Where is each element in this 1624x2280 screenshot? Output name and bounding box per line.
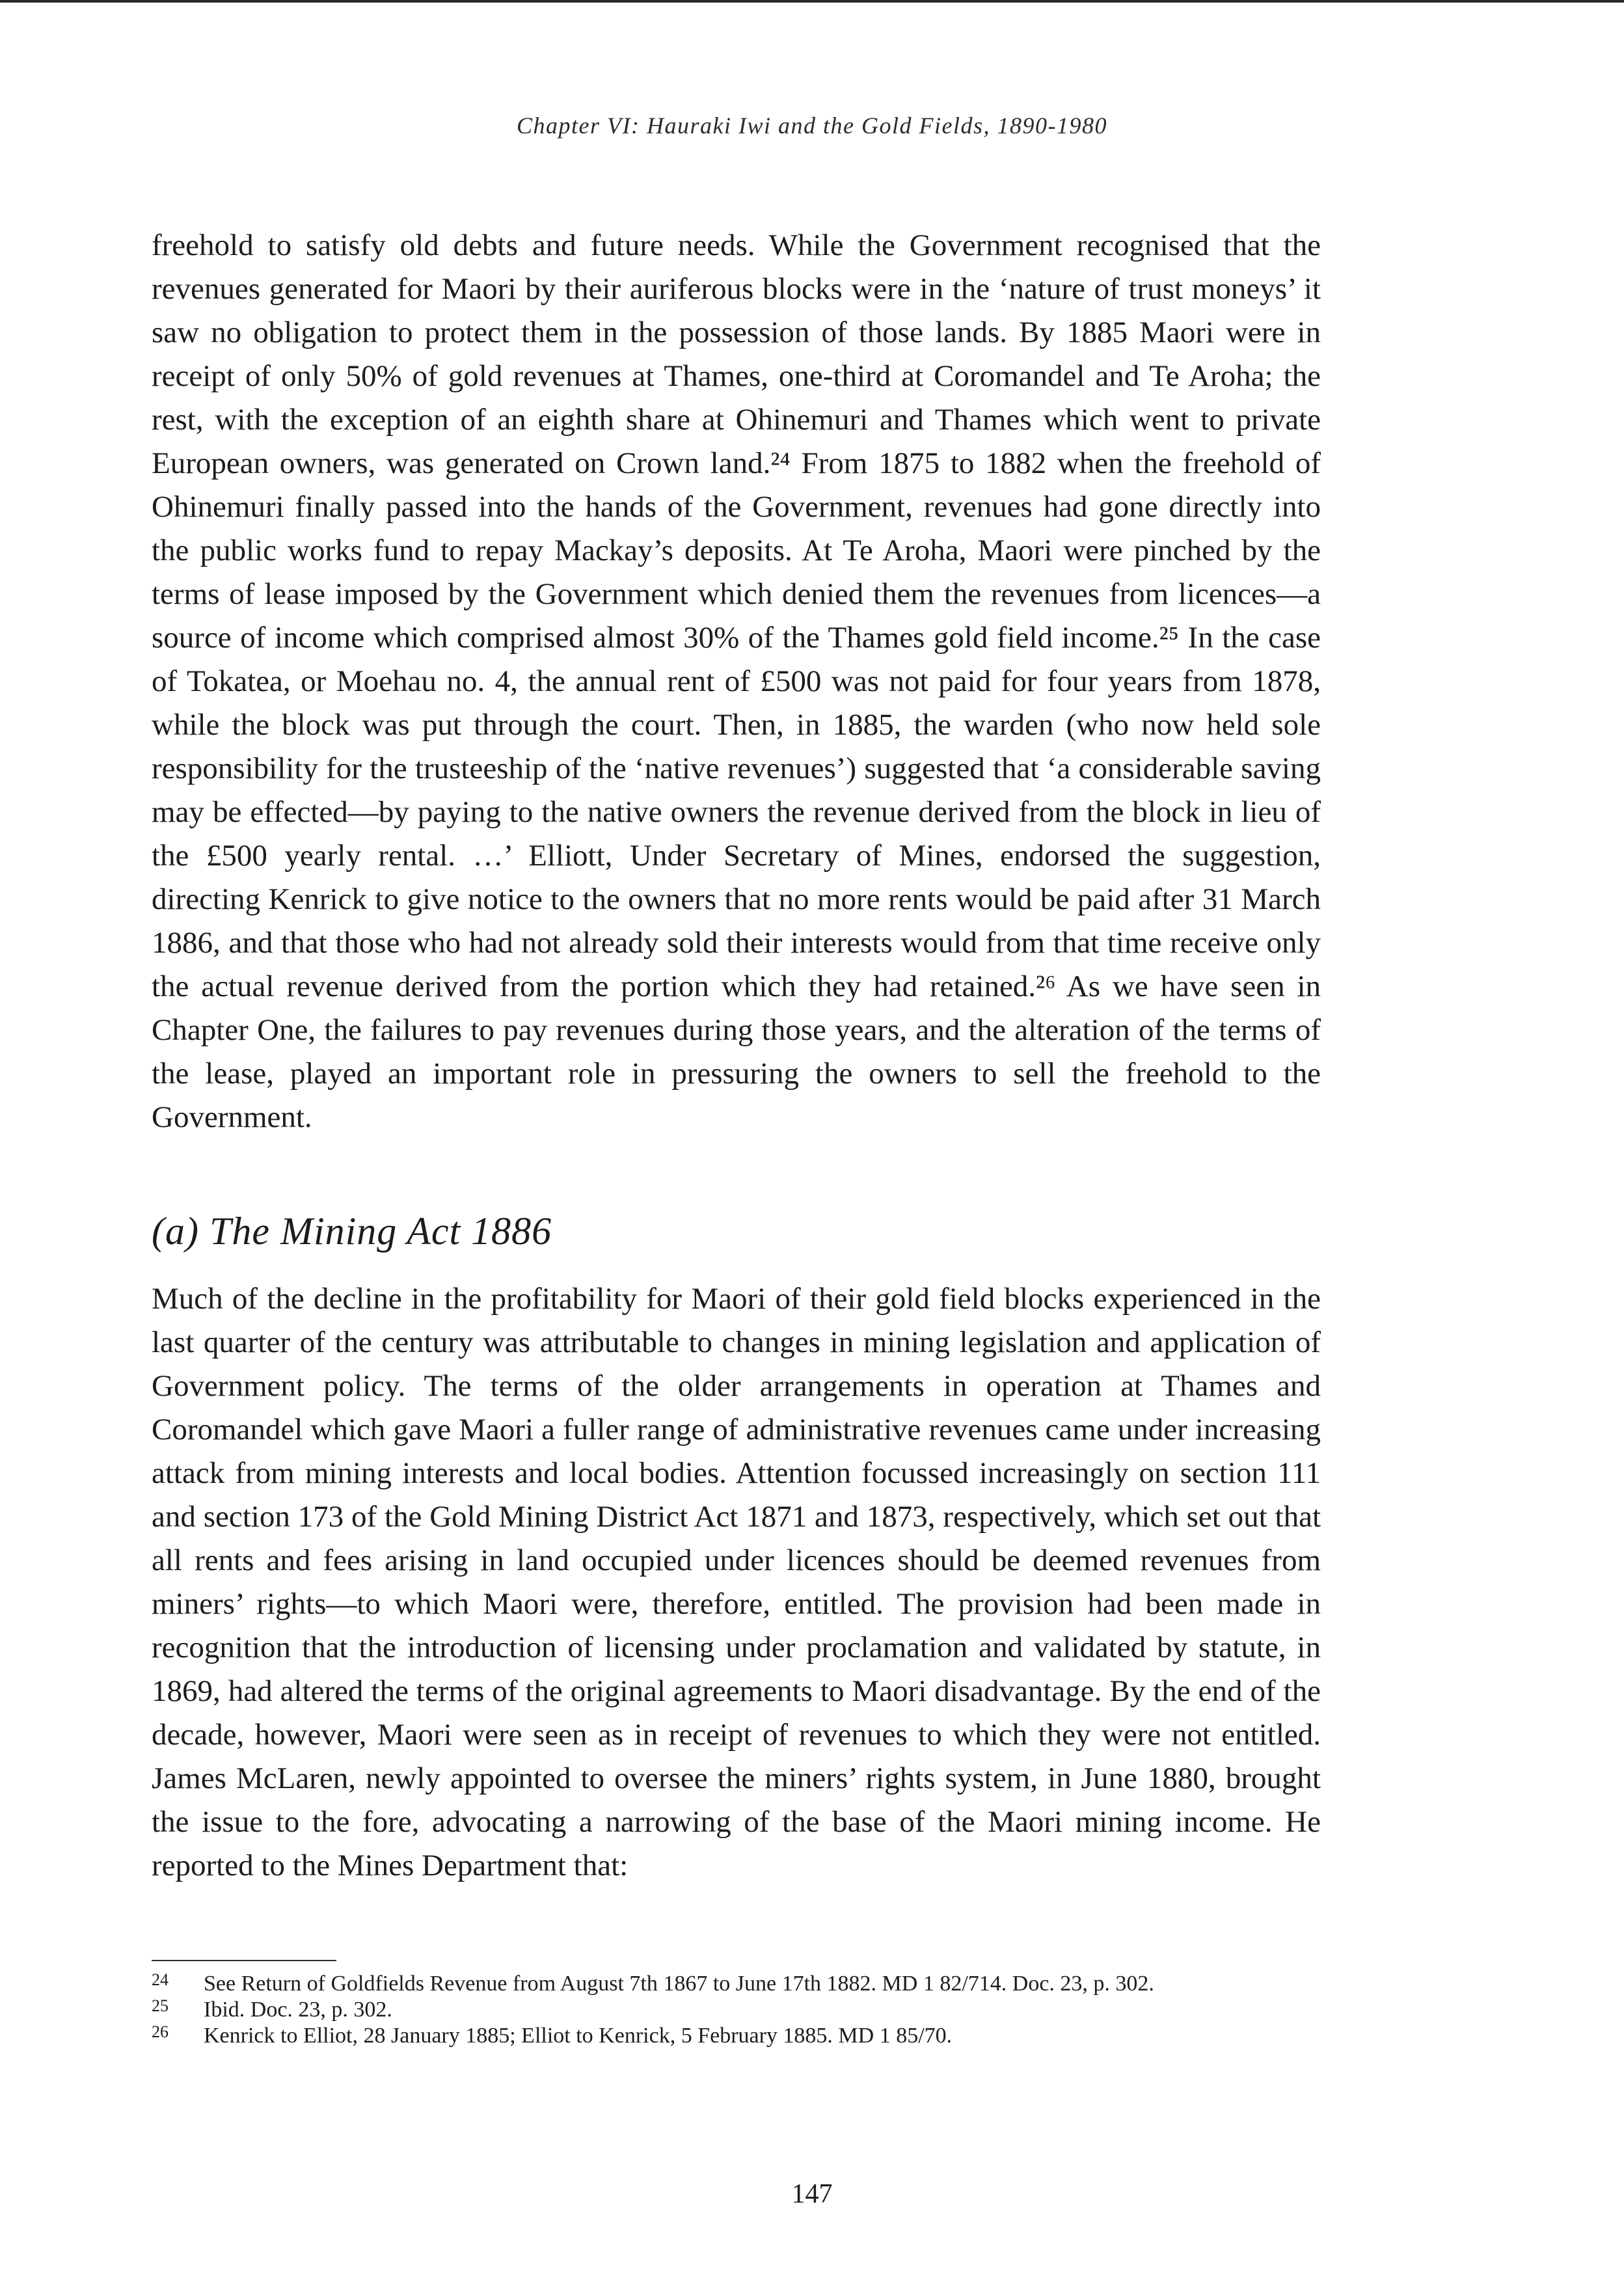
footnote-text: Kenrick to Elliot, 28 January 1885; Elliot to Kenrick, 5 February 1885. MD 1 85/70.: [204, 2024, 953, 2048]
footnote-text: Ibid. Doc. 23, p. 302.: [204, 1998, 392, 2022]
page-top-edge-rule: [0, 0, 1624, 3]
footnotes-block: [152, 1972, 1321, 2050]
footnote-26: [152, 2024, 1321, 2050]
footnote-number: 25: [152, 1996, 169, 2015]
section-heading: (a) The Mining Act 1886: [152, 1210, 552, 1253]
footnote-number: 26: [152, 2022, 169, 2041]
footnote-separator-rule: [152, 1960, 336, 1961]
footnote-24: [152, 1972, 1321, 1998]
page-number: 147: [791, 2179, 833, 2209]
running-header: Chapter VI: Hauraki Iwi and the Gold Fields, 1890-1980: [517, 113, 1107, 139]
body-paragraph-2: Much of the decline in the profitability for Maori of their gold field blocks experienced in the last quarter of the century was attributable to changes in mining legislation and application of Government policy. The terms of the older arrangements in operation at Thames and Coromandel which gave Maori a fuller range of administrative revenues came under increasing attack from mining interests and local bodies. Attention focussed increasingly on section 111 and section 173 of the Gold Mining District Act 1871 and 1873, respectively, which set out that all rents and fees arising in land occupied under licences should be deemed revenues from miners’ rights—to which Maori were, therefore, entitled. The provision had been made in recognition that the introduction of licensing under proclamation and validated by statute, in 1869, had altered the terms of the original agreements to Maori disadvantage. By the end of the decade, however, Maori were seen as in receipt of revenues to which they were not entitled. James McLaren, newly appointed to oversee the miners’ rights system, in June 1880, brought the issue to the fore, advocating a narrowing of the base of the Maori mining income. He reported to the Mines Department that:: [152, 1282, 1321, 1882]
footnote-25: [152, 1998, 1321, 2024]
footnote-number: 24: [152, 1970, 169, 1989]
body-paragraph-1: freehold to satisfy old debts and future needs. While the Government recognised that the revenues generated for Maori by their auriferous blocks were in the ‘nature of trust moneys’ it saw no obligation to protect them in the possession of those lands. By 1885 Maori were in receipt of only 50% of gold revenues at Thames, one-third at Coromandel and Te Aroha; the rest, with the exception of an eighth share at Ohinemuri and Thames which went to private European owners, was generated on Crown land.²⁴ From 1875 to 1882 when the freehold of Ohinemuri finally passed into the hands of the Government, revenues had gone directly into the public works fund to repay Mackay’s deposits. At Te Aroha, Maori were pinched by the terms of lease imposed by the Government which denied them the revenues from licences—a source of income which comprised almost 30% of the Thames gold field income.²⁵ In the case of Tokatea, or Moehau no. 4, the annual rent of £500 was not paid for four years from 1878, while the block was put through the court. Then, in 1885, the warden (who now held sole responsibility for the trusteeship of the ‘native revenues’) suggested that ‘a considerable saving may be effected—by paying to the native owners the revenue derived from the block in lieu of the £500 yearly rental. …’ Elliott, Under Secretary of Mines, endorsed the suggestion, directing Kenrick to give notice to the owners that no more rents would be paid after 31 March 1886, and that those who had not already sold their interests would from that time receive only the actual revenue derived from the portion which they had retained.²⁶ As we have seen in Chapter One, the failures to pay revenues during those years, and the alteration of the terms of the lease, played an important role in pressuring the owners to sell the freehold to the Government.: [152, 228, 1321, 1134]
footnote-text: See Return of Goldfields Revenue from August 7th 1867 to June 17th 1882. MD 1 82/714. Doc. 23, p. 302.: [204, 1972, 1154, 1996]
